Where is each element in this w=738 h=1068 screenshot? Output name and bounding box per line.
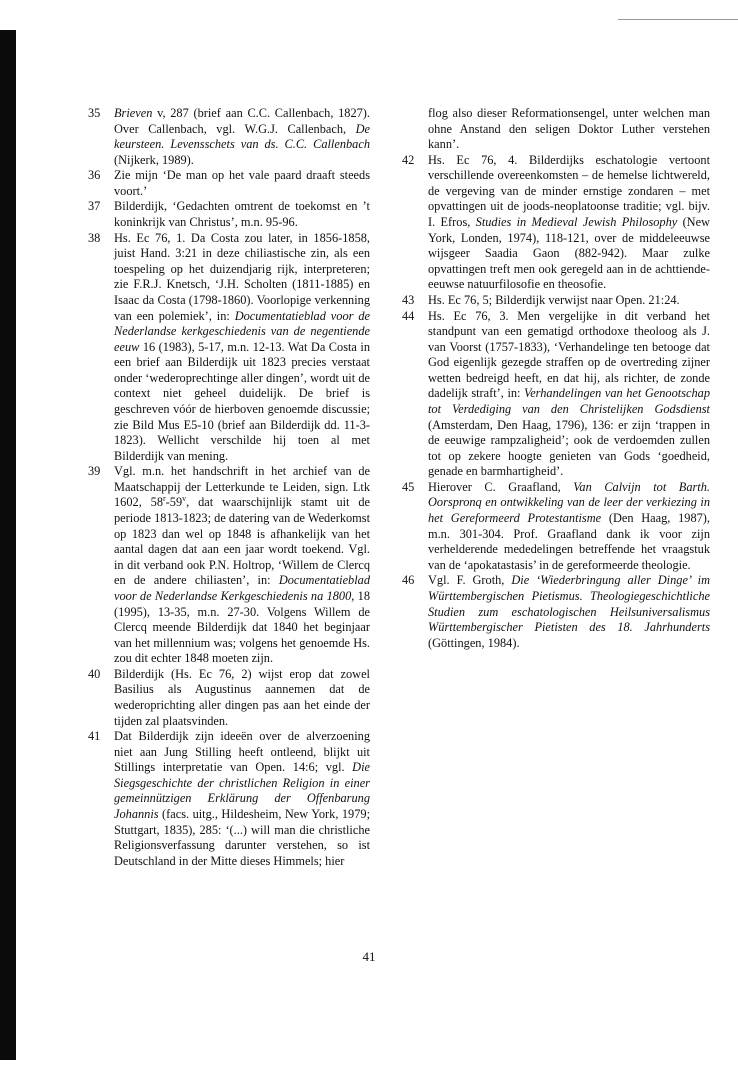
footnote-text: Bilderdijk, ‘Gedachten omtrent de toekomst en ’t koninkrijk van Christus’, m.n. 95-96. xyxy=(114,199,370,230)
footnote-number: 39 xyxy=(88,464,101,479)
footnote-text: Dat Bilderdijk zijn ideeën over de alverzoening niet aan Jung Stilling heeft ontleend, blijkt uit Stillings interpretatie van Open. 14:6; vgl. xyxy=(114,729,370,775)
footnote-number: 45 xyxy=(402,479,415,494)
footnote-text: Hierover C. Graafland, xyxy=(428,479,574,494)
footnote-number: 41 xyxy=(88,729,101,744)
footnote-36 xyxy=(88,168,370,199)
footnote-title-italic: Studies in Medieval Jewish Philosophy xyxy=(475,215,678,230)
footnote-38 xyxy=(88,231,370,465)
footnote-text: (Göttingen, 1984). xyxy=(428,635,520,650)
footnote-continuation xyxy=(402,106,710,153)
footnote-40 xyxy=(88,667,370,729)
footnote-number: 38 xyxy=(88,230,101,245)
footnote-number: 36 xyxy=(88,168,101,183)
footnote-number: 44 xyxy=(402,308,415,323)
footnote-number: 46 xyxy=(402,573,415,588)
footnotes-right-column xyxy=(402,106,710,651)
footnote-text: Hs. Ec 76, 5; Bilderdijk verwijst naar Open. 21:24. xyxy=(428,292,680,307)
footnote-title-italic: Die Siegsgeschichte der christlichen Religion in einer gemeinnützigen Erklärung der Offenbarung Johannis xyxy=(114,760,370,822)
page-number: 41 xyxy=(362,949,376,964)
footnote-number: 43 xyxy=(402,292,415,307)
footnote-text: r xyxy=(163,494,166,504)
footnote-text: (facs. uitg., Hildesheim, New York, 1979; Stuttgart, 1835), 285: ‘(...) will man die christliche Religionsverfassung darunter verstehen, so ist Deutschland in der Mitte dieses Himmels; hier xyxy=(114,807,370,868)
footnote-text: Vgl. m.n. het handschrift in het archief van de Maatschappij der Letterkunde te Leiden, sign. Ltk 1602, 58 xyxy=(114,464,370,510)
footnotes-left-column xyxy=(88,106,370,869)
footnote-text: v, 287 (brief aan C.C. Callenbach, 1827). Over Callenbach, vgl. W.G.J. Callenbach, xyxy=(114,106,370,136)
footnote-text: Vgl. F. Groth, xyxy=(428,573,512,588)
footnote-text: Hs. Ec 76, 4. Bilderdijks eschatologie vertoont verschillende overeenkomsten – de hemelse lichtwereld, de vergeving van de minder ernstige zondaren – met opvattingen uit de joods-neoplatoonse traditie; vgl. bijv. I. Efros, xyxy=(428,152,710,230)
scan-binding-edge xyxy=(0,30,16,1060)
footnote-44 xyxy=(402,309,710,480)
footnote-number: 35 xyxy=(88,106,101,120)
footnote-text: Zie mijn ‘De man op het vale paard draaft steeds voort.’ xyxy=(114,168,370,198)
footnote-text: -59 xyxy=(165,495,183,510)
footnote-42 xyxy=(402,153,710,293)
footnote-37 xyxy=(88,199,370,230)
footnote-text: Hs. Ec 76, 3. Men vergelijke in dit verband het standpunt van een gematigd orthodoxe theoloog als J. van Voorst (1757-1833), ‘Verhandelinge ten betooge dat God eigenlijk gezegde straffen op de overtreding zijner wetten bedreigd heeft, en dat hij, als richter, de zonde dadelijk straft’, in: xyxy=(428,308,710,401)
footnote-number: 42 xyxy=(402,152,415,167)
footnote-43 xyxy=(402,293,710,309)
footnote-46 xyxy=(402,573,710,651)
footnote-title-italic: Van Calvijn tot Barth. Oorspronq en ontwikkeling van de leer der verkiezing in het Gereformeerd Protestantisme xyxy=(428,479,710,526)
top-rule-line xyxy=(618,19,738,20)
footnote-39 xyxy=(88,464,370,667)
footnote-title-italic: Documentatieblad voor de Nederlandse kerkgeschiedenis van de negentiende eeuw xyxy=(114,308,370,354)
footnote-text: v xyxy=(182,494,187,504)
footnote-35 xyxy=(88,106,370,168)
footnote-text: 16 (1983), 5-17, m.n. 12-13. Wat Da Costa in een brief aan Bilderdijk uit 1823 precies verstaat onder ‘wederoprechtinge aller dingen’, wordt uit de context niet geheel duidelijk. De brief is geschreven vóór de hierboven genoemde discussie; zie Bild Mus E5-10 (brief aan Bilderdijk dd. 11-3-1823). Wellicht verschilde hij toen al met Bilderdijk van mening. xyxy=(114,339,370,463)
footnote-number: 37 xyxy=(88,199,101,214)
footnote-text: (Amsterdam, Den Haag, 1796), 136: er zijn ‘trappen in de eeuwige rampzaligheid’; ook de verdoemden zullen tot op zekere hoogte genieten van Gods ‘goedheid, genade en barmhartigheid’. xyxy=(428,417,710,479)
footnote-text: Bilderdijk (Hs. Ec 76, 2) wijst erop dat zowel Basilius als Augustinus aannemen dat de wederoprichting aller dingen pas aan het einde der tijden zal plaatsvinden. xyxy=(114,666,370,728)
footnote-number: 40 xyxy=(88,666,101,681)
footnote-title-italic: Die ‘Wiederbringung aller Dinge’ im Württembergischen Pietismus. Theologiegeschichtliche Studien zum eschatologischen Heilsuniversalismus Württembergischer Pietisten des 18. Jahrhunderts xyxy=(428,573,710,635)
footnote-title-italic: Brieven xyxy=(114,106,153,120)
footnote-title-italic: De keursteen. Levensschets van ds. C.C. Callenbach xyxy=(114,121,370,152)
footnote-text: (Nijkerk, 1989). xyxy=(114,152,194,167)
footnote-45 xyxy=(402,480,710,573)
footnote-title-italic: Documentatieblad voor de Nederlandse Kerkgeschiedenis na 1800, xyxy=(114,573,370,603)
footnote-text: Hs. Ec 76, 1. Da Costa zou later, in 1856-1858, juist Hand. 3:21 in deze chiliastische zin, als een toespeling op het duizendjarig rijk, interpreteren; zie F.R.J. Knetsch, ‘J.H. Scholten (1811-1885) en Isaac da Costa (1798-1860). Voorlopige verkenning van een polemiek’, in: xyxy=(114,230,370,323)
footnote-text: 18 (1995), 13-35, m.n. 27-30. Volgens Willem de Clercq meende Bilderdijk dat 1840 het beginjaar van het millennium was; volgens het genoemde Hs. zou dit echter 1848 moeten zijn. xyxy=(114,588,371,666)
footnote-text: , dat waarschijnlijk stamt uit de periode 1813-1823; de datering van de Wederkomst op 1823 dan wel op 1848 is afhankelijk van het aantal dagen dat aan een jaar wordt toekend. Vgl. in dit verband ook P.N. Holtrop, ‘Willem de Clercq en de andere chiliasten’, in: xyxy=(114,495,371,588)
footnote-text: flog also dieser Reformationsengel, unter welchen man ohne Anstand den seligen Doktor Luther verstehen kann’. xyxy=(428,106,710,152)
footnote-text: (Den Haag, 1987), m.n. 301-304. Prof. Graafland dank ik voor zijn verhelderende mededelingen betreffende het vraagstuk van de ‘apokatastasis’ in de gereformeerde theologie. xyxy=(428,511,710,572)
footnote-title-italic: Verhandelingen van het Genootschap tot Verdediging van den Christelijken Godsdienst xyxy=(428,386,710,416)
footnote-text: (New York, Londen, 1974), 118-121, over de middeleeuwse wijsgeer Saadia Gaon (882-942). Maar zulke opvattingen treft men ook geregeld aan in de achttiende-eeuwse natuurfilosofie en theosofie. xyxy=(428,215,710,292)
footnote-41 xyxy=(88,729,370,869)
